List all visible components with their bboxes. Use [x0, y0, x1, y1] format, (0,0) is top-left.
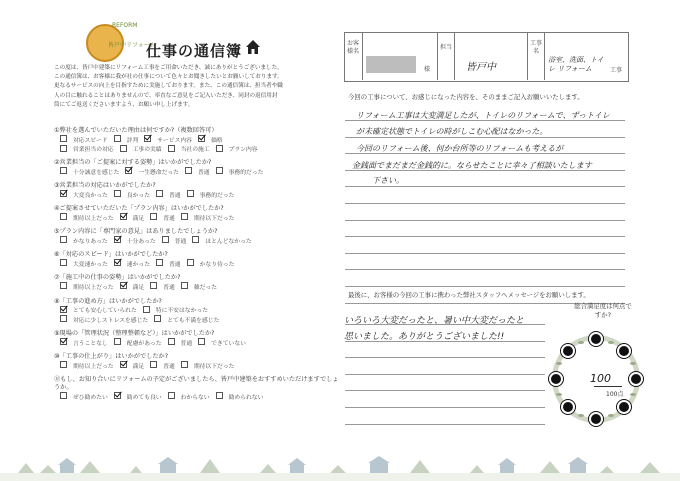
question-text: ⑥「対応のスピード」はいかがでしたか?: [54, 251, 168, 259]
customer-name-label: お客様名: [346, 40, 359, 55]
question-6: [54, 251, 339, 269]
option-label: 満足: [132, 284, 145, 291]
option-item[interactable]: [198, 341, 246, 347]
staff-message-line-2: 思いました。ありがとうございました!!: [344, 332, 505, 342]
option-item[interactable]: [181, 216, 235, 222]
option-label: 営業担当の対応: [73, 147, 114, 153]
option-label: 特に不安はなかった: [155, 308, 208, 315]
page-title: 仕事の通信簿: [146, 42, 243, 60]
checkbox[interactable]: [150, 213, 157, 220]
checkbox[interactable]: [187, 259, 194, 266]
option-item[interactable]: [114, 262, 150, 268]
wreath-leaf: [556, 393, 562, 396]
wreath-flower: [591, 414, 601, 424]
question-text: ⑪もし、お知り合いにリフォームの予定がございましたら、皆戸中建築をおすすめいただけますでしょうか。: [54, 376, 339, 392]
option-label: 対応に少しストレスを感じた: [73, 317, 149, 324]
checkbox[interactable]: [60, 282, 67, 289]
checkbox[interactable]: [216, 392, 223, 399]
checkbox[interactable]: [60, 236, 67, 243]
option-item[interactable]: [192, 239, 251, 245]
comment-line-5: 下さい。: [372, 176, 404, 185]
checkbox[interactable]: [181, 282, 188, 289]
message-rule-line: [345, 374, 545, 375]
wreath-leaf: [578, 341, 584, 344]
option-label: 良かった: [126, 192, 150, 199]
option-label: 普通: [169, 192, 181, 199]
checkbox[interactable]: [143, 306, 150, 313]
question-text: ⑦「施工中の仕事の姿勢」はいかがでしたか?: [54, 274, 181, 282]
checkbox[interactable]: [114, 190, 121, 197]
option-item[interactable]: [216, 147, 258, 153]
option-label: 当社の施工: [180, 147, 210, 153]
option-label: 勧めても良い: [126, 394, 162, 401]
checkbox[interactable]: [198, 338, 205, 345]
option-item[interactable]: [60, 170, 119, 176]
option-label: ほとんどなかった: [205, 238, 252, 245]
checkbox-checked[interactable]: [144, 135, 151, 142]
wreath-flower: [619, 402, 629, 412]
option-label: 速かった: [126, 261, 150, 268]
option-label: プラン内容: [228, 147, 258, 153]
message-rule-line: [345, 407, 545, 408]
checkbox-checked[interactable]: [114, 392, 121, 399]
wreath-flower: [591, 334, 601, 344]
questionnaire: [54, 127, 339, 407]
checkbox-checked[interactable]: [114, 259, 121, 266]
work-value: 浴室、洗面、トイレ リフォーム: [548, 56, 604, 73]
option-row: [54, 236, 339, 246]
wreath-leaf: [630, 393, 636, 396]
question-text: ⑩「工事の仕上がり」はいかがでしたか?: [54, 353, 169, 361]
question-2: [54, 159, 339, 177]
option-row: [54, 315, 339, 325]
option-item[interactable]: [181, 285, 217, 291]
comment-rule-line: [345, 236, 625, 237]
option-label: 勧められない: [228, 394, 264, 401]
option-label: 対応スピード: [73, 137, 108, 144]
option-label: 期待以下だった: [193, 363, 235, 370]
comment-line-2: が未確定状態でトイレの時がしこむ心配はなかった。: [356, 127, 548, 136]
option-label: 雑だった: [193, 284, 218, 291]
question-11: [54, 376, 339, 402]
option-label: 十分誠意を感じた: [73, 169, 120, 176]
option-item[interactable]: [120, 285, 145, 291]
logo-brand: 皆戸中リフォーム: [108, 42, 156, 49]
option-label: 工事の実績: [132, 147, 162, 153]
checkbox[interactable]: [162, 236, 169, 243]
satisfaction-score: 100: [590, 372, 611, 385]
question-5: [54, 228, 339, 246]
option-label: 普通: [174, 238, 187, 245]
checkbox-checked[interactable]: [60, 306, 67, 313]
option-item[interactable]: [150, 364, 175, 370]
option-item[interactable]: [60, 318, 148, 324]
wreath-flower: [631, 374, 641, 384]
option-label: かなりあった: [73, 238, 108, 245]
checkbox-checked[interactable]: [198, 135, 205, 142]
question-8: [54, 298, 339, 325]
checkbox[interactable]: [154, 315, 161, 322]
satisfaction-label: 総合満足度は何点ですか?: [574, 302, 632, 319]
checkbox-checked[interactable]: [60, 338, 67, 345]
option-item[interactable]: [60, 216, 114, 222]
message-rule-line: [345, 357, 545, 358]
question-text: ③営業担当の対応はいかがでしたか?: [54, 182, 156, 190]
customer-name-redacted: [366, 56, 416, 73]
option-row: [54, 282, 339, 292]
work-suffix: 工事: [610, 67, 623, 74]
checkbox[interactable]: [216, 167, 223, 174]
option-item[interactable]: [60, 395, 108, 401]
checkbox[interactable]: [156, 190, 163, 197]
intro-text: この度は、皆戸中建築にリフォーム工事をご用命いただき、誠にありがとうございました。 この通信簿は、お客様に我が社の仕事について色々とお聞きしたいとお願いしております。 更なるサービスの向上を目指すために実施しております。また、この通信簿は、担当者や職 人の目に触れることはありませんので、率直なご意見をご記入いただき、同封の返信用封 筒にてご返送くださいますよう、お願い申し上げます。: [54, 65, 283, 108]
option-item[interactable]: [125, 170, 179, 176]
wreath-leaf: [608, 341, 614, 344]
option-row: [54, 259, 339, 269]
option-label: 配慮があった: [126, 340, 162, 347]
wreath-flower: [551, 374, 561, 384]
option-item[interactable]: [156, 193, 181, 199]
comment-rule-line: [345, 203, 625, 204]
option-item[interactable]: [156, 262, 181, 268]
option-label: 普通: [169, 261, 181, 268]
question-text: ①弊社を選んでいただいた理由は何ですか?（複数回答可）: [54, 127, 218, 134]
option-item[interactable]: [60, 193, 108, 199]
checkbox[interactable]: [60, 145, 67, 152]
option-item[interactable]: [168, 147, 210, 153]
option-item[interactable]: [60, 341, 108, 347]
option-label: 期待以上だった: [73, 284, 114, 291]
option-item[interactable]: [60, 262, 108, 268]
checkbox[interactable]: [114, 135, 121, 142]
option-label: 普通: [163, 215, 175, 222]
checkbox[interactable]: [60, 315, 67, 322]
checkbox-checked[interactable]: [120, 361, 127, 368]
option-row: [54, 190, 339, 200]
comment-line-4: 金銭面でまだまだ金銭的に。ならせたことに幸々了相談いたします: [352, 161, 592, 170]
checkbox[interactable]: [185, 167, 192, 174]
comment-line-1: リフォーム工事は大変満足したが、トイレのリフォームで、ずっトイレ: [356, 111, 610, 120]
option-label: わからない: [180, 394, 210, 401]
option-label: とても不満を感じた: [167, 317, 220, 324]
option-item[interactable]: [187, 262, 235, 268]
question-text: ②営業担当の「ご提案に対する姿勢」はいかがでしたか?: [54, 159, 212, 166]
option-row: [54, 213, 339, 223]
checkbox[interactable]: [192, 236, 199, 243]
question-3: [54, 182, 339, 200]
option-item[interactable]: [187, 193, 235, 199]
checkbox[interactable]: [156, 259, 163, 266]
comment-rule-line: [345, 269, 625, 270]
checkbox-checked[interactable]: [120, 213, 127, 220]
option-item[interactable]: [114, 193, 150, 199]
option-item[interactable]: [60, 138, 108, 144]
option-label: 価格: [210, 137, 223, 144]
option-label: 十分あった: [126, 238, 156, 245]
checkbox[interactable]: [60, 259, 67, 266]
option-row: [54, 135, 339, 145]
satisfaction-max: 100点: [606, 391, 624, 398]
checkbox[interactable]: [216, 145, 223, 152]
option-item[interactable]: [216, 395, 264, 401]
logo-sub: REFORM: [112, 22, 138, 29]
option-label: 普通: [180, 340, 193, 347]
option-label: 普通: [163, 284, 175, 291]
checkbox[interactable]: [168, 338, 175, 345]
checkbox[interactable]: [60, 167, 67, 174]
checkbox[interactable]: [181, 213, 188, 220]
option-row: [54, 145, 339, 155]
option-label: 大変良かった: [73, 192, 108, 199]
checkbox[interactable]: [181, 361, 188, 368]
wreath-flower: [563, 346, 573, 356]
option-label: 評判: [126, 137, 139, 144]
option-item[interactable]: [60, 285, 114, 291]
question-text: ⑧「工事の進め方」はいかがでしたか?: [54, 297, 162, 305]
message-rule-line: [345, 390, 545, 391]
checkbox[interactable]: [120, 145, 127, 152]
checkbox[interactable]: [150, 361, 157, 368]
comment-rule-line: [345, 186, 625, 187]
option-label: かなり待った: [199, 261, 235, 268]
option-item[interactable]: [60, 239, 108, 245]
option-item[interactable]: [168, 395, 210, 401]
option-item[interactable]: [120, 364, 145, 370]
option-label: 満足: [132, 215, 145, 222]
wreath-flower: [563, 402, 573, 412]
comment-rule-line: [345, 220, 625, 221]
staff-label: 担当: [439, 44, 452, 51]
comments-prompt: 今回の工事について、お感じになった内容を、そのままご記入お願いいたします。: [348, 93, 584, 101]
option-row: [54, 361, 339, 371]
option-row: [54, 306, 339, 316]
checkbox[interactable]: [168, 145, 175, 152]
town-illustration: [0, 447, 680, 481]
option-item[interactable]: [114, 341, 162, 347]
checkbox[interactable]: [60, 392, 67, 399]
option-item[interactable]: [114, 138, 139, 144]
work-label: 工事名: [529, 40, 542, 55]
question-4: [54, 205, 339, 223]
option-item[interactable]: [120, 147, 162, 153]
checkbox[interactable]: [60, 213, 67, 220]
option-label: 事務的だった: [228, 169, 264, 176]
checkbox[interactable]: [150, 282, 157, 289]
option-item[interactable]: [114, 239, 156, 245]
option-row: [54, 392, 339, 402]
option-label: 一生懸命だった: [138, 169, 179, 176]
checkbox-checked[interactable]: [120, 282, 127, 289]
staff-value: 皆戸中: [466, 62, 496, 73]
option-label: 期待以上だった: [73, 215, 114, 222]
question-text: ④ご提案させていただいた「プラン内容」はいかがでしたか?: [54, 205, 224, 213]
comment-line-3: 今回のリフォーム後、何か台所等のリフォームも考えるが: [356, 144, 564, 153]
option-item[interactable]: [60, 308, 137, 314]
customer-name-suffix: 様: [424, 66, 431, 73]
option-label: サービス内容: [157, 137, 192, 144]
option-label: できていない: [211, 340, 246, 347]
question-10: [54, 353, 339, 371]
option-label: 普通: [197, 169, 210, 176]
option-item[interactable]: [181, 364, 235, 370]
option-item[interactable]: [144, 138, 192, 144]
checkbox[interactable]: [187, 190, 194, 197]
option-item[interactable]: [150, 285, 175, 291]
question-text: ⑤プラン内容に「専門家の意見」はありましたでしょうか?: [54, 228, 218, 236]
question-9: [54, 330, 339, 348]
option-item[interactable]: [162, 239, 187, 245]
option-row: [54, 167, 339, 177]
comment-rule-line: [345, 286, 625, 287]
option-label: 満足: [132, 363, 145, 370]
option-item[interactable]: [150, 216, 175, 222]
wreath-flower: [619, 346, 629, 356]
option-item[interactable]: [168, 341, 193, 347]
checkbox-checked[interactable]: [114, 236, 121, 243]
staff-message-prompt: 最後に、お客様の今回の工事に携わった弊社スタッフへメッセージをお願いします。: [348, 291, 590, 299]
checkbox[interactable]: [60, 361, 67, 368]
staff-message-line-1: いろいろ大変だったと、暑い中大変だったと: [344, 316, 525, 326]
option-row: [54, 338, 339, 348]
option-item[interactable]: [114, 395, 162, 401]
option-item[interactable]: [198, 138, 223, 144]
house-icon: [246, 40, 260, 54]
option-label: 大変速かった: [73, 261, 108, 268]
checkbox[interactable]: [114, 338, 121, 345]
option-label: 普通: [163, 363, 175, 370]
option-item[interactable]: [143, 308, 208, 314]
option-label: 期待以下だった: [193, 215, 235, 222]
option-item[interactable]: [120, 216, 145, 222]
option-label: ぜひ勧めたい: [73, 394, 108, 401]
question-7: [54, 274, 339, 292]
checkbox[interactable]: [168, 392, 175, 399]
option-item[interactable]: [185, 170, 210, 176]
option-label: 事務的だった: [199, 192, 235, 199]
option-item[interactable]: [60, 364, 114, 370]
option-label: 言うことなし: [73, 340, 108, 347]
message-rule-line: [345, 424, 545, 425]
checkbox-checked[interactable]: [60, 190, 67, 197]
question-text: ⑨現場の「管理状況（整理整頓など）」はいかがでしたか?: [54, 330, 215, 338]
comment-rule-line: [345, 253, 625, 254]
option-label: とても安心していられた: [73, 308, 137, 315]
option-item[interactable]: [154, 318, 219, 324]
checkbox[interactable]: [60, 135, 67, 142]
option-label: 期待以上だった: [73, 363, 114, 370]
checkbox-checked[interactable]: [125, 167, 132, 174]
option-item[interactable]: [60, 147, 114, 153]
option-item[interactable]: [216, 170, 264, 176]
question-1: [54, 127, 339, 154]
